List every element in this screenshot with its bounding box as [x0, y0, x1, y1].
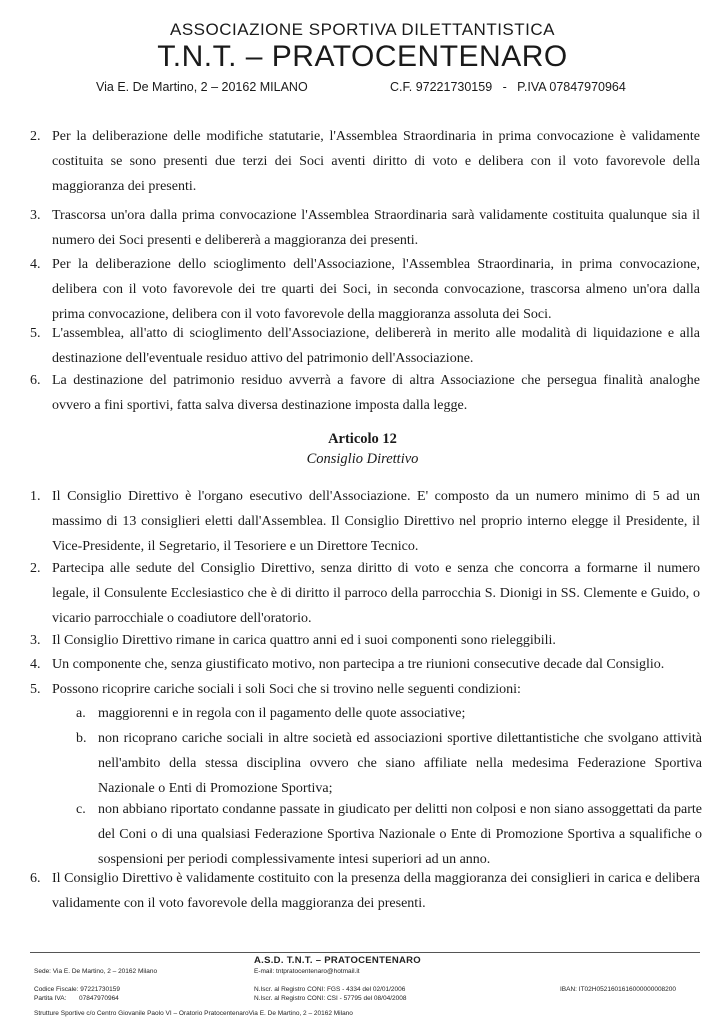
list-item-text: Trascorsa un'ora dalla prima convocazione l'Assemblea Straordinaria sarà validamente costituita qualunque sia il numero dei Soci presenti e delibererà a maggioranza dei presenti.	[52, 208, 700, 248]
list-item-number: 2.	[30, 561, 41, 576]
list-item-number: 6.	[30, 871, 41, 886]
footer-divider	[30, 952, 700, 953]
sub-list-item-letter: b.	[76, 731, 87, 746]
sub-list-item	[76, 726, 702, 801]
list-item	[30, 124, 700, 199]
sub-list-item	[76, 701, 702, 726]
list-item-number: 5.	[30, 326, 41, 341]
sub-list-item-text: non ricoprano cariche sociali in altre società ed associazioni sportive dilettantistiche che svolgano attività nell'ambito della stessa disciplina ovvero che siano affiliate nella medesima Federazione Sportiva Nazionale o Enti di Promozione Sportiva;	[98, 731, 702, 796]
list-item-text: Per la deliberazione delle modifiche statutarie, l'Assemblea Straordinaria in prima convocazione è validamente costituita se sono presenti due terzi dei Soci aventi diritto di voto e delibera con il voto favorevole della maggioranza dei presenti.	[52, 129, 700, 194]
list-item	[30, 628, 700, 653]
list-item-text: L'assemblea, all'atto di scioglimento dell'Associazione, delibererà in merito alle modalità di liquidazione e alla destinazione dell'eventuale residuo attivo del patrimonio dell'Associazione.	[52, 326, 700, 366]
letterhead-name: T.N.T. – PRATOCENTENARO	[157, 40, 568, 73]
footer-registro-fgs: N.Iscr. al Registro CONI: FGS - 4334 del 02/01/2006	[254, 986, 406, 993]
footer-email: E-mail: tntpratocentenaro@hotmail.it	[254, 968, 360, 975]
list-item-text: Un componente che, senza giustificato motivo, non partecipa a tre riunioni consecutive decade dal Consiglio.	[52, 657, 665, 672]
sub-list-item-letter: a.	[76, 706, 86, 721]
list-item	[30, 321, 700, 371]
list-item-text: Partecipa alle sedute del Consiglio Direttivo, senza diritto di voto e senza che concorra a formarne il numero legale, il Consulente Ecclesiastico che è di diritto il parroco della parrocchia S. Dionigi in SS. Clemente e Guido, o vicario parrocchiale o coadiutore dell'oratorio.	[52, 561, 700, 626]
list-item	[30, 368, 700, 418]
list-item-number: 3.	[30, 633, 41, 648]
list-item	[30, 203, 700, 253]
list-item-number: 4.	[30, 257, 41, 272]
list-item-text: La destinazione del patrimonio residuo avverrà a favore di altra Associazione che persegua finalità analoghe ovvero a fini sportivi, fatta salva diversa destinazione imposta dalla legge.	[52, 373, 700, 413]
article-title: Articolo 12	[328, 431, 397, 447]
list-item	[30, 556, 700, 631]
list-item-text: Il Consiglio Direttivo rimane in carica quattro anni ed i suoi componenti sono rieleggibili.	[52, 633, 556, 648]
list-item-number: 1.	[30, 489, 41, 504]
footer-registro-csi: N.Iscr. al Registro CONI: CSI - 57795 del 08/04/2008	[254, 995, 407, 1002]
article-subtitle: Consiglio Direttivo	[306, 451, 419, 467]
list-item-number: 2.	[30, 129, 41, 144]
letterhead-fiscal-codes: C.F. 97221730159 - P.IVA 07847970964	[390, 80, 626, 94]
list-item	[30, 484, 700, 559]
letterhead-organization: ASSOCIAZIONE SPORTIVA DILETTANTISTICA	[169, 20, 555, 39]
list-item-number: 6.	[30, 373, 41, 388]
list-item	[30, 252, 700, 327]
footer-strutture: Strutture Sportive c/o Centro Giovanile Paolo VI – Oratorio PratocentenaroVia E. De Martino, 2 – 20162 Milano	[34, 1010, 353, 1017]
sub-list-item	[76, 797, 702, 872]
sub-list-item-text: non abbiano riportato condanne passate in giudicato per delitti non colposi e non siano assoggettati da parte del Coni o di una qualsiasi Federazione Sportiva Nazionale o Ente di Promozione Sportiva a squalifiche o sospensioni per periodi complessivamente intesi superiori ad un anno.	[98, 802, 702, 867]
footer-codice-fiscale: Codice Fiscale: 97221730159	[34, 986, 121, 993]
list-item-text: Il Consiglio Direttivo è validamente costituito con la presenza della maggioranza dei consiglieri in carica e delibera validamente con il voto favorevole della maggioranza dei presenti.	[52, 871, 700, 911]
list-item-text: Possono ricoprire cariche sociali i soli Soci che si trovino nelle seguenti condizioni:	[52, 682, 521, 697]
footer-iban: IBAN: IT02H0521601616000000008200	[560, 986, 677, 993]
list-item	[30, 866, 700, 916]
footer-partita-iva: Partita IVA: 07847970964	[34, 995, 119, 1002]
list-item	[30, 677, 700, 702]
list-item-number: 4.	[30, 657, 41, 672]
list-item-number: 3.	[30, 208, 41, 223]
footer-sede: Sede: Via E. De Martino, 2 – 20162 Milano	[34, 968, 158, 975]
list-item	[30, 652, 700, 677]
footer-title: A.S.D. T.N.T. – PRATOCENTENARO	[254, 955, 421, 966]
sub-list-item-letter: c.	[76, 802, 86, 817]
list-item-text: Per la deliberazione dello scioglimento dell'Associazione, l'Assemblea Straordinaria, in prima convocazione, delibera con il voto favorevole dei tre quarti dei Soci, in seconda convocazione, trascorsa almeno un'ora dalla prima convocazione, delibera con il voto favorevole della maggioranza assoluta dei Soci.	[52, 257, 700, 322]
list-item-number: 5.	[30, 682, 41, 697]
list-item-text: Il Consiglio Direttivo è l'organo esecutivo dell'Associazione. E' composto da un numero minimo di 5 ad un massimo di 13 consiglieri eletti dall'Assemblea. Il Consiglio Direttivo nel proprio interno elegge il Presidente, il Vice-Presidente, il Segretario, il Tesoriere e un Direttore Tecnico.	[52, 489, 700, 554]
letterhead-address: Via E. De Martino, 2 – 20162 MILANO	[96, 80, 308, 94]
sub-list-item-text: maggiorenni e in regola con il pagamento delle quote associative;	[98, 706, 466, 721]
